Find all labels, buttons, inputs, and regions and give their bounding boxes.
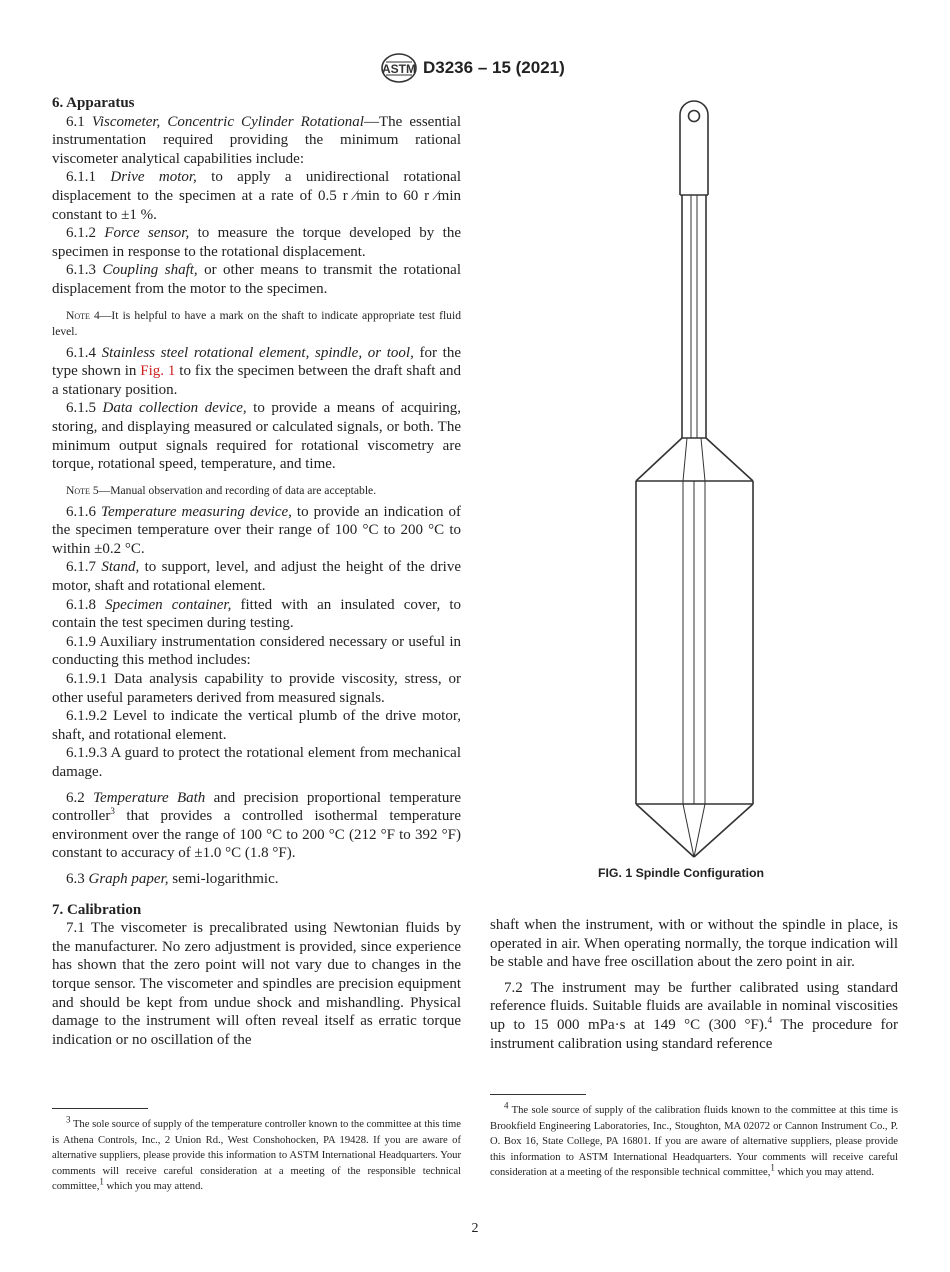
para-6-1-9-1: 6.1.9.1 Data analysis capability to provide viscosity, stress, or other useful parameters derived from measured signals. (52, 671, 461, 706)
footnote-ref-3[interactable]: 3 (110, 806, 115, 817)
page-header (380, 58, 600, 82)
section-7-heading: 7. Calibration (52, 901, 142, 918)
standard-designation: D3236 – 15 (2021) (423, 58, 565, 77)
footnote-ref-4[interactable]: 4 (767, 1014, 773, 1025)
astm-logo-icon (380, 52, 418, 84)
para-6-1-9: 6.1.9 Auxiliary instrumentation considered necessary or useful in conducting this method includes: (52, 633, 461, 669)
page-number: 2 (471, 1221, 479, 1236)
spindle-figure (620, 95, 770, 865)
para-6-1-7: 6.1.7 Stand, to support, level, and adjust the height of the drive motor, shaft and rotational element. (52, 559, 462, 595)
para-7-1: 7.1 The viscometer is precalibrated using Newtonian fluids by the manufacturer. No zero adjustment is provided, since experience has shown that the zero point will not vary due to changes in the torque sensor. The viscometer and spindles are precision equipment and should be kept from undue shock and mishandling. Physical damage to the instrument will often reveal itself as erratic torque indication or no oscillation of the (52, 920, 461, 1048)
para-6-1-9-3: 6.1.9.3 A guard to protect the rotational element from mechanical damage. (52, 745, 461, 780)
footnote-4: $^4$ The sole source of supply of the calibration fluids known to the committee at this time is Brookfield Engineering Laboratories, Inc., Stoughton, MA 02072 or Cannon Instrument Co., P. O. Box 16, State College, PA 16801. If you are aware of alternative suppliers, please provide this information to ASTM International Headquarters. Your comments will receive careful consideration at a meeting of the responsible technical committee,$^1$ which you may attend. (490, 1100, 898, 1178)
para-6-1-5: 6.1.5 Data collection device, to provide a means of acquiring, storing, and displaying measured or calculated signals, or both. The minimum output signals required for rotational viscometry are torque, rotational speed, temperature, and time. (52, 400, 462, 473)
footnote-rule-right (490, 1094, 586, 1095)
para-6-1-8: 6.1.8 Specimen container, fitted with an insulated cover, to contain the test specimen during testing. (52, 596, 462, 632)
figure-caption: FIG. 1 Spindle Configuration (598, 866, 765, 880)
left-column (52, 94, 461, 1049)
footnote-rule-left (52, 1108, 148, 1109)
para-6-1: 6.1 Viscometer, Concentric Cylinder Rotational—The essential instrumentation required providing the minimum rational viscometer analytical capabilities include: (52, 113, 461, 167)
para-6-1-1: 6.1.1 Drive motor, to apply a unidirectional rotational displacement to the specimen at a rate of 0.5 r ⁄min to 60 r ⁄min constant to ±1 %. (52, 169, 462, 223)
para-6-1-2: 6.1.2 Force sensor, to measure the torque developed by the specimen in response to the rotational displacement. (52, 225, 461, 260)
para-7-2: 7.2 The instrument may be further calibrated using standard reference fluids. Suitable fluids are available in nominal viscosities up to 15 000 mPa·s at 149 °C (300 °F).$^4$ The procedure for instrument calibration using standard reference (490, 979, 898, 1052)
note-5: Note 5—Manual observation and recording of data are acceptable. (66, 483, 377, 497)
para-6-1-4: 6.1.4 Stainless steel rotational element, spindle, or tool, for the type shown in Fig. 1 to fix the specimen between the draft shaft and a stationary position. (52, 344, 461, 398)
para-6-1-6: 6.1.6 Temperature measuring device, to provide an indication of the specimen temperature over their range of 100 °C to 200 °C to within ±0.2 °C. (52, 503, 461, 557)
para-6-2: 6.2 Temperature Bath and precision proportional temperature controller$^3$ that provides a controlled isothermal temperature environment over the range of 100 °C to 200 °C (212 °F to 392 °F) constant to accuracy of ±1.0 °C (1.8 °F). (52, 789, 462, 862)
section-6-heading: 6. Apparatus (52, 95, 135, 111)
para-6-1-3: 6.1.3 Coupling shaft, or other means to transmit the rotational displacement from the motor to the specimen. (52, 262, 461, 297)
note-4: Note 4—It is helpful to have a mark on the shaft to indicate appropriate test fluid level. (52, 308, 461, 338)
para-6-3: 6.3 Graph paper, semi-logarithmic. (66, 870, 279, 887)
para-6-1-9-2: 6.1.9.2 Level to indicate the vertical plumb of the drive motor, shaft, and rotational element. (52, 708, 461, 743)
svg-text:ASTM: ASTM (382, 62, 416, 76)
footnote-3: $^3$ The sole source of supply of the temperature controller known to the committee at this time is Athena Controls, Inc., 2 Union Rd., West Conshohocken, PA 19428. If you are aware of alternative suppliers, please provide this information to ASTM International Headquarters. Your comments will receive careful consideration at a meeting of the responsible technical committee,$^1$ which you may attend. (52, 1114, 461, 1192)
para-7-1-continued: shaft when the instrument, with or without the spindle in place, is operated in air. When operating normally, the torque indication will be stable and have free oscillation about the zero point in air. (490, 917, 898, 971)
fig-1-link[interactable]: Fig. 1 (140, 363, 176, 380)
right-column (490, 916, 898, 1053)
